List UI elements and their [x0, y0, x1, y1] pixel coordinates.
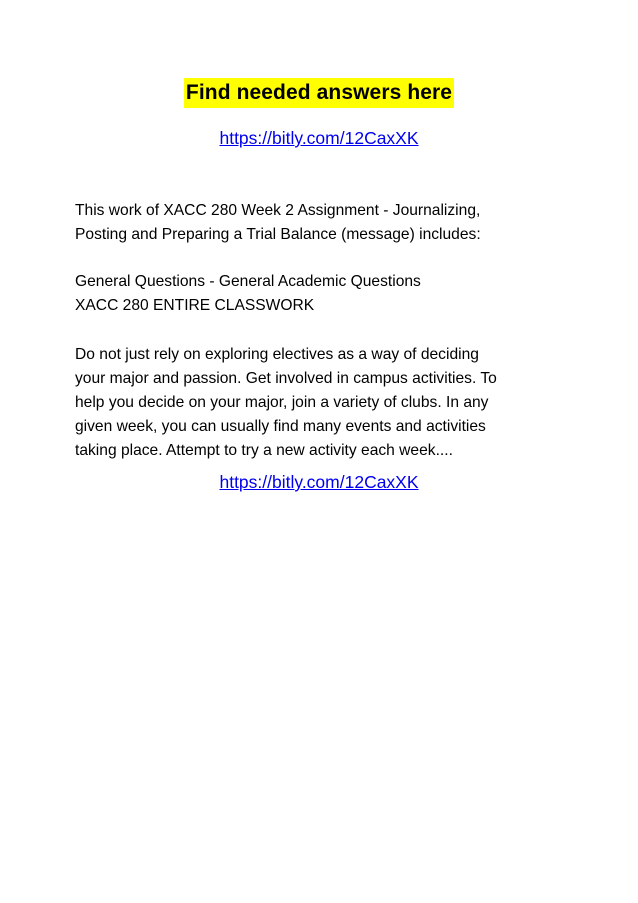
description-line: Do not just rely on exploring electives as a way of deciding — [75, 346, 479, 363]
includes-line: General Questions - General Academic Questions — [75, 273, 421, 290]
description-line: given week, you can usually find many events and activities — [75, 418, 486, 435]
page-title: Find needed answers here — [184, 78, 454, 108]
top-link-container — [0, 126, 638, 150]
heading-container — [0, 78, 638, 108]
top-link[interactable]: https://bitly.com/12CaxXK — [219, 128, 419, 148]
includes-paragraph — [75, 270, 575, 318]
bottom-link-container — [0, 470, 638, 494]
intro-line: Posting and Preparing a Trial Balance (message) includes: — [75, 226, 481, 243]
includes-line: XACC 280 ENTIRE CLASSWORK — [75, 297, 315, 314]
description-paragraph — [75, 343, 575, 463]
description-line: taking place. Attempt to try a new activity each week.... — [75, 442, 453, 459]
intro-line: This work of XACC 280 Week 2 Assignment - Journalizing, — [75, 202, 481, 219]
description-line: help you decide on your major, join a variety of clubs. In any — [75, 394, 489, 411]
description-line: your major and passion. Get involved in campus activities. To — [75, 370, 497, 387]
bottom-link[interactable]: https://bitly.com/12CaxXK — [219, 472, 419, 492]
intro-paragraph — [75, 199, 575, 247]
